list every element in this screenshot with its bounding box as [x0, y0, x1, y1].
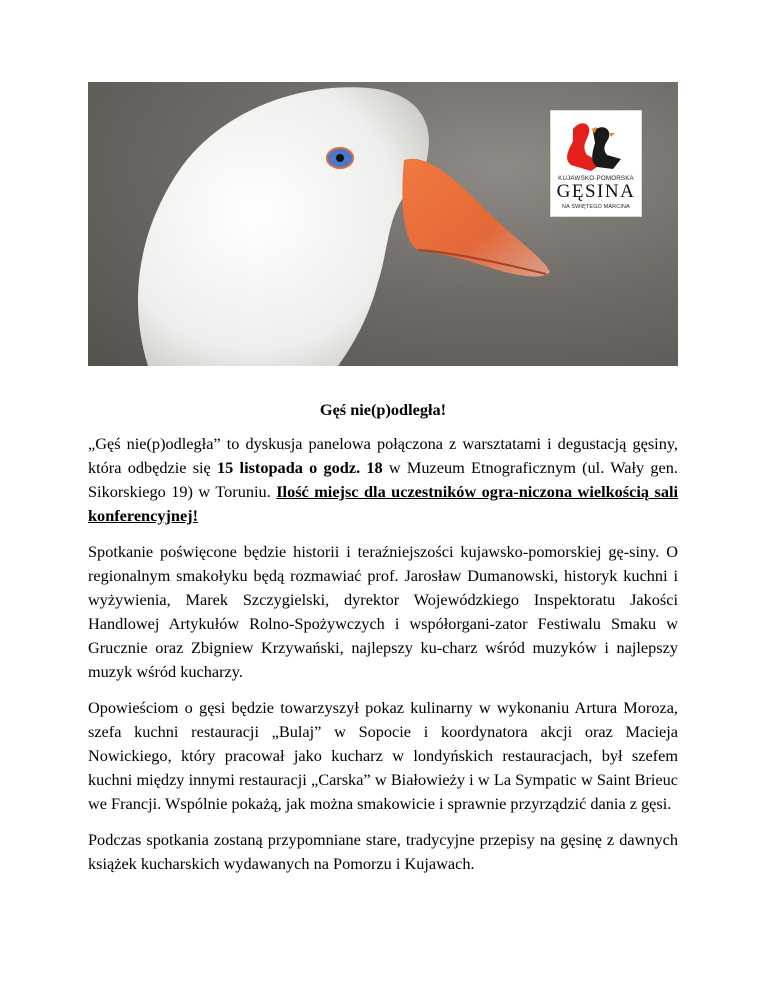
logo-line-3: NA ŚWIĘTEGO MARCINA — [562, 204, 630, 210]
p1-date: 15 listopada o godz. 18 — [217, 458, 383, 477]
goose-head — [138, 87, 429, 366]
hero-photo — [88, 82, 678, 366]
article-body — [88, 398, 678, 888]
paragraph-1 — [88, 432, 678, 528]
logo-line-2: GĘSINA — [556, 181, 636, 202]
paragraph-4: Podczas spotkania zostaną przypomniane stare, tradycyjne przepisy na gęsinę z dawnych książek kucharskich wydawanych na Pomorzu i Kujawach. — [88, 830, 678, 873]
p1-text-1: „Gęś nie(p)odległa” to dyskusja panelowa połączona z warsztatami i degustacją gęsiny, która odbędzie się — [88, 434, 678, 477]
article-title: Gęś nie(p)odległa! — [319, 400, 447, 419]
paragraph-3: Opowieściom o gęsi będzie towarzyszył pokaz kulinarny w wykonaniu Artura Moroza, szefa kuchni restauracji „Bulaj” w Sopocie i koordynatora akcji oraz Macieja Nowickiego, który pracował jako kucharz w londyńskich restauracjach, był szefem kuchni między innymi restauracji „Carska” w Białowieży i w La Sympatic w Saint Brieuc we Francji. Wspólnie pokażą, jak można smakowicie i sprawnie przyrządzić dania z gęsi. — [88, 698, 678, 813]
p1-notice: Ilość miejsc dla uczestników ogra-niczona wielkością sali konferencyjnej! — [88, 482, 679, 525]
gesina-logo — [550, 110, 642, 217]
p1-text-2: w Muzeum Etnograficznym (ul. Wały gen. Sikorskiego 19) w Toruniu. — [88, 458, 678, 501]
paragraph-2: Spotkanie poświęcone będzie historii i teraźniejszości kujawsko-pomorskiej gę-siny. O regionalnym smakołyku będą rozmawiać prof. Jarosław Dumanowski, historyk kuchni i wyżywienia, Marek Szczygielski, dyrektor Wojewódzkiego Inspektoratu Jakości Handlowej Artykułów Rolno-Spożywczych i współorgani-zator Festiwalu Smaku w Grucznie oraz Zbigniew Krzywański, najlepszy ku-charz wśród muzyków i najlepszy muzyk wśród kucharzy. — [88, 542, 678, 681]
logo-line-1: KUJAWSKO-POMORSKA — [558, 175, 634, 182]
